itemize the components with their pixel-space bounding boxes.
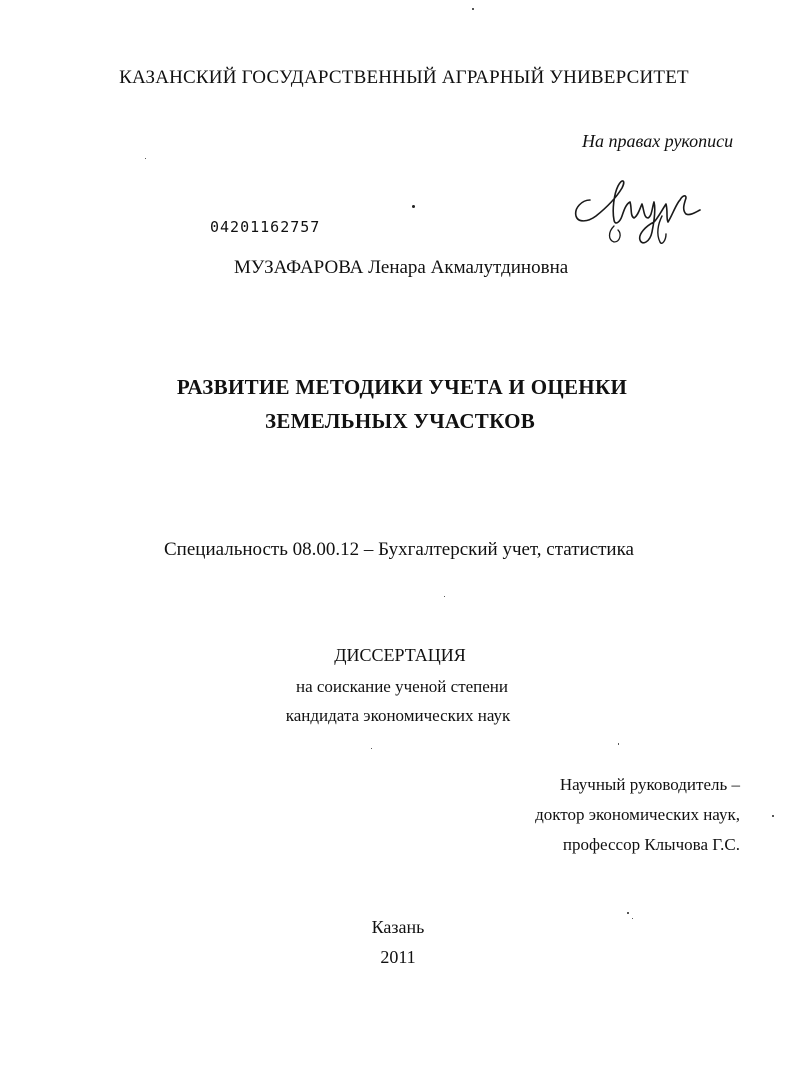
scan-speck [632,918,633,919]
thesis-title-line-2: ЗЕМЕЛЬНЫХ УЧАСТКОВ [264,409,536,433]
scan-speck [412,205,415,208]
signature-image [562,160,712,252]
scan-speck [371,748,372,749]
author-name: МУЗАФАРОВА Ленара Акмалутдиновна [234,257,569,278]
scan-speck [627,912,629,914]
scan-speck [472,8,474,10]
degree-line-2: кандидата экономических наук [285,706,511,725]
university-name: КАЗАНСКИЙ ГОСУДАРСТВЕННЫЙ АГРАРНЫЙ УНИВЕРСИТЕТ [119,67,689,88]
thesis-title-line-1: РАЗВИТИЕ МЕТОДИКИ УЧЕТА И ОЦЕНКИ [176,375,628,399]
degree-line-1: на соискание ученой степени [295,677,509,696]
scan-speck [618,743,619,745]
scan-speck [772,815,774,817]
specialty-line: Специальность 08.00.12 – Бухгалтерский учет, статистика [164,539,634,560]
city: Казань [371,917,425,937]
manuscript-note: На правах рукописи [582,131,734,151]
advisor-name: профессор Клычова Г.С. [562,835,740,854]
advisor-degree: доктор экономических наук, [535,805,740,824]
inventory-number: 04201162757 [210,218,321,236]
scan-speck [444,596,445,597]
year: 2011 [380,947,416,967]
advisor-label: Научный руководитель – [559,775,740,794]
dissertation-label: ДИССЕРТАЦИЯ [334,645,466,665]
scan-speck [145,158,146,159]
